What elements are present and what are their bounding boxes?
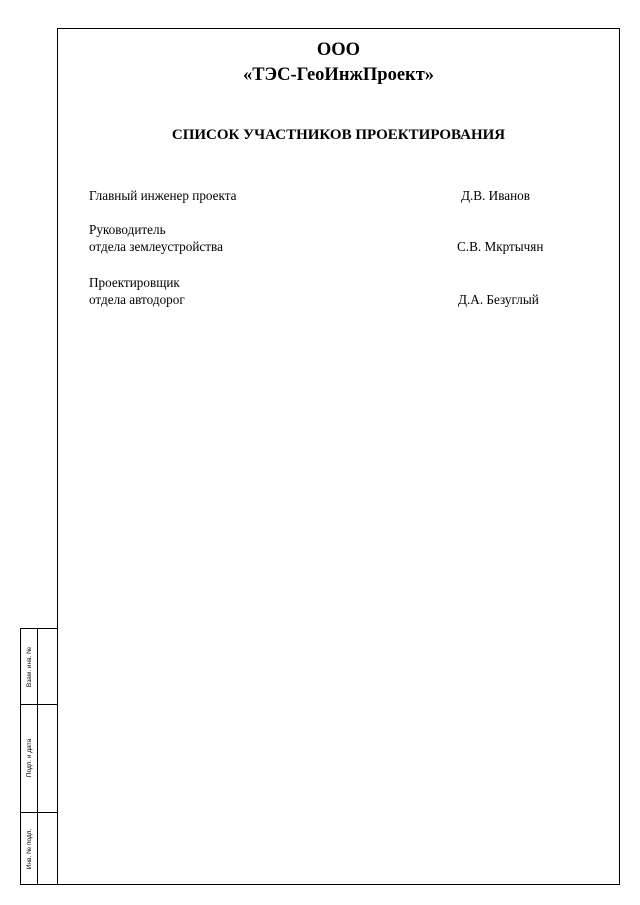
participant-role: Главный инженер проекта — [89, 188, 237, 203]
stamp-column-divider — [37, 629, 38, 884]
organization-name: «ТЭС-ГеоИнжПроект» — [242, 65, 435, 85]
stamp-label-original-inventory: Инв. № подл. — [25, 828, 33, 870]
stamp-label-signature-date: Подп. и дата — [25, 738, 33, 778]
participant-name: Д.А. Безуглый — [458, 292, 539, 307]
participant-name: С.В. Мкртычян — [457, 239, 544, 254]
stamp-row-divider — [21, 812, 57, 813]
page-frame — [57, 28, 620, 885]
stamp-label-replaced-inventory: Взам. инв. № — [25, 646, 33, 688]
document-title: СПИСОК УЧАСТНИКОВ ПРОЕКТИРОВАНИЯ — [171, 127, 506, 143]
participant-role: отдела землеустройства — [89, 239, 223, 254]
participant-role: Проектировщик — [89, 275, 180, 290]
participant-role: Руководитель — [89, 222, 166, 237]
participant-role: отдела автодорог — [89, 292, 185, 307]
participant-name: Д.В. Иванов — [461, 188, 530, 203]
side-stamp-table — [20, 628, 58, 885]
stamp-row-divider — [21, 704, 57, 705]
organization-form: ООО — [316, 40, 361, 60]
